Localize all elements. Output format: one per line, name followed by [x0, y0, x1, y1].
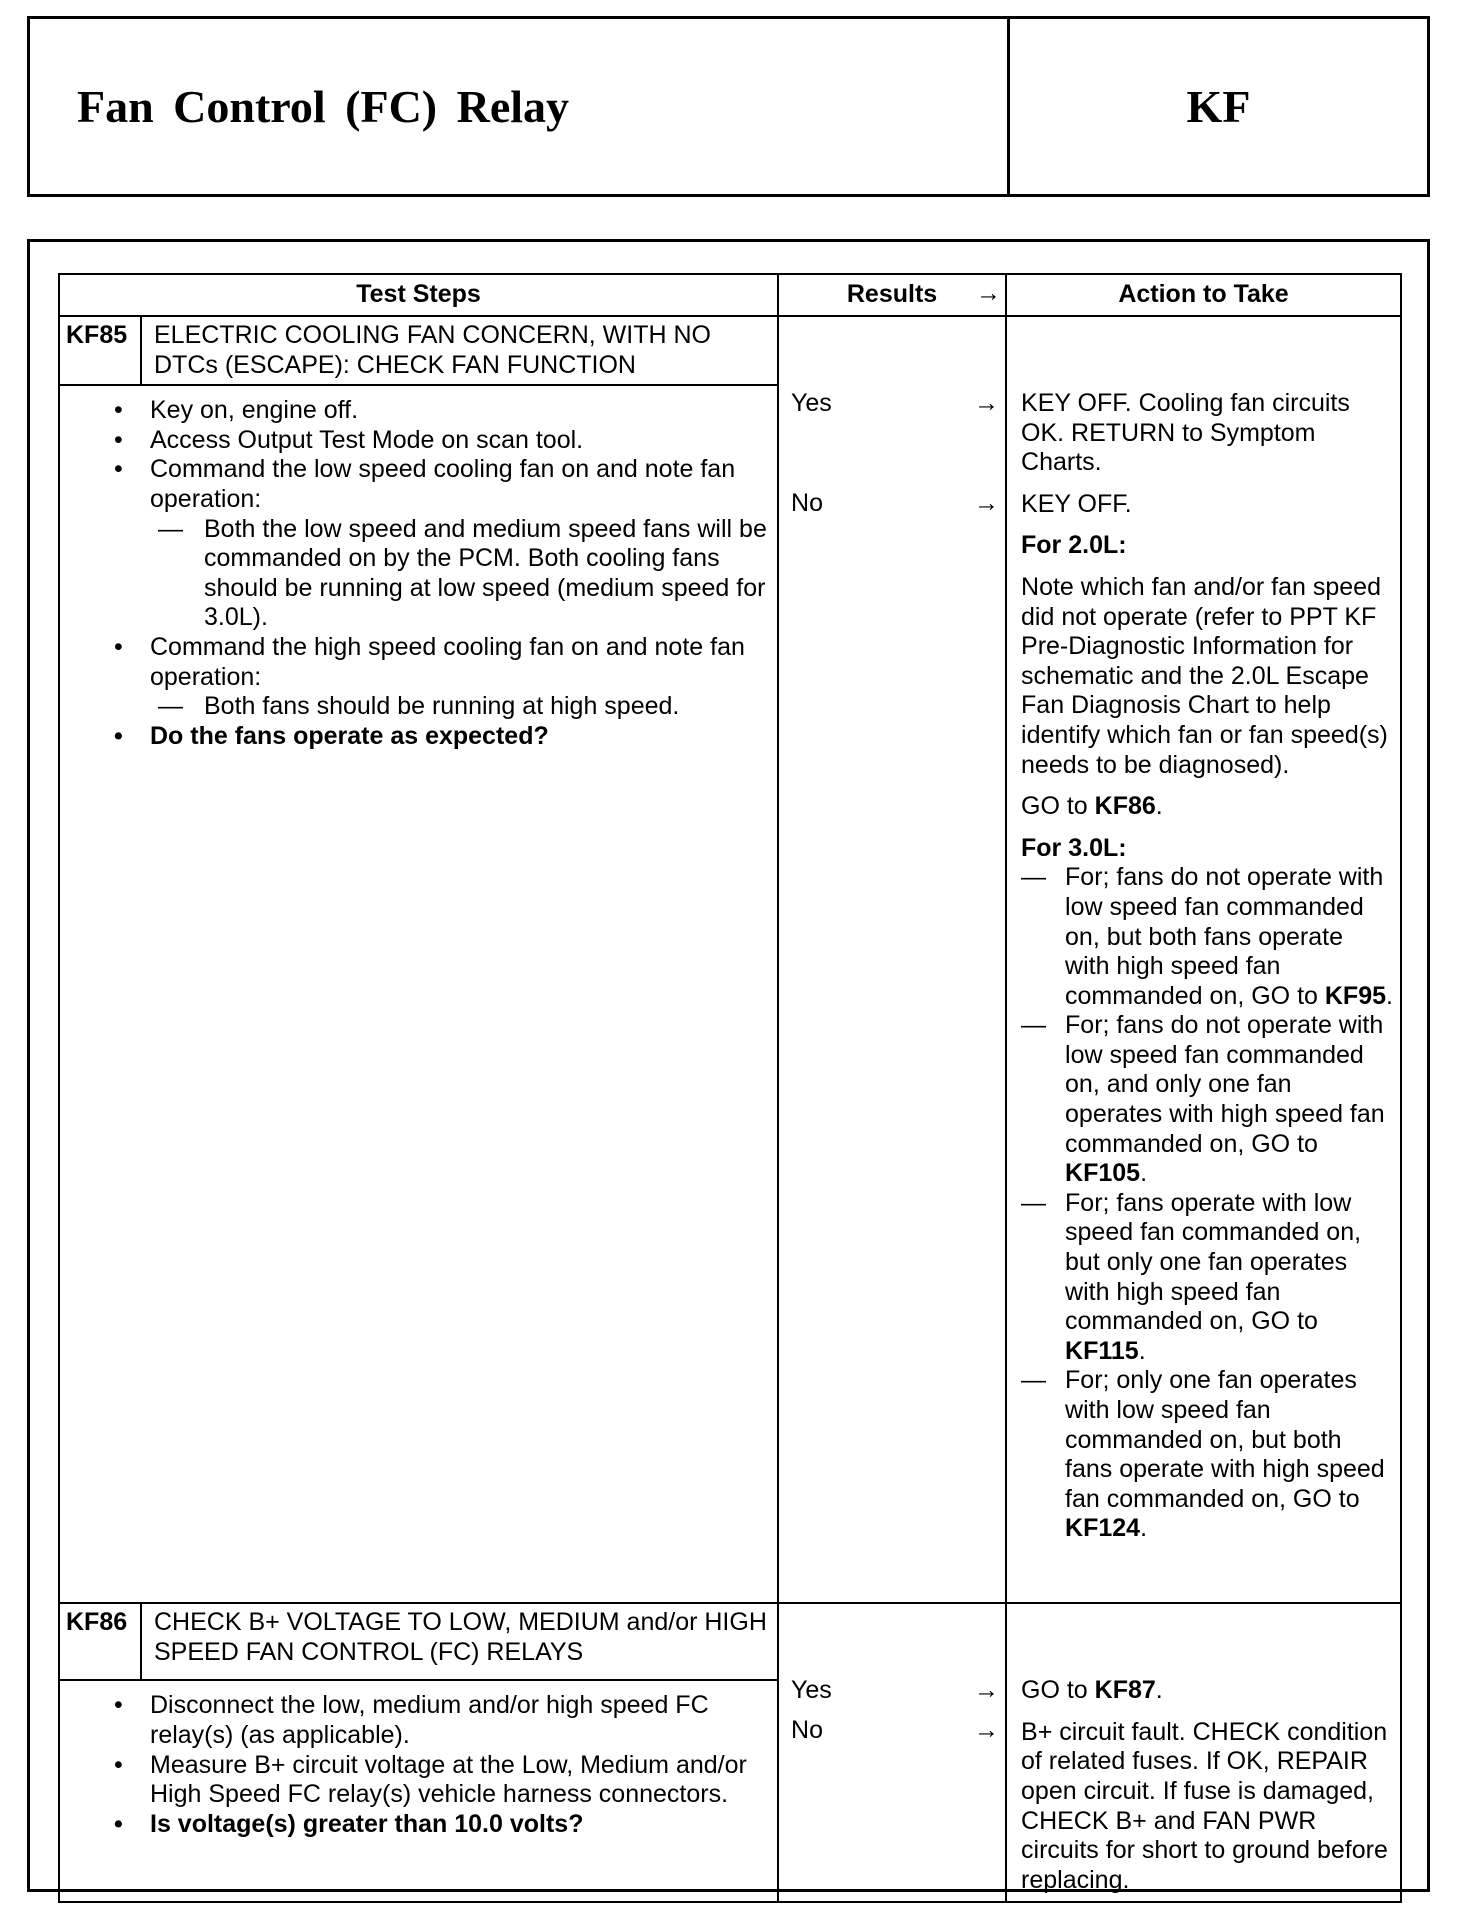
header-code-cell [1010, 19, 1427, 194]
step-reference: KF87 [1094, 1676, 1156, 1705]
list-item: — Both fans should be running at high speed. [204, 692, 767, 722]
goto-prefix: GO to [1021, 792, 1088, 821]
action-heading-3-0l: For 3.0L: [1021, 833, 1127, 862]
action-no-key-off: KEY OFF. [1021, 489, 1132, 518]
table-header-row [59, 274, 1401, 316]
step-code: KF85 [59, 316, 141, 385]
action-no: B+ circuit fault. CHECK condition of related fuses. If OK, REPAIR open circuit. If fuse is damaged, CHECK B+ and FAN PWR circuits for short to ground before replacing. [1021, 1717, 1388, 1894]
bullet-text: Command the high speed cooling fan on and note fan operation: [150, 632, 745, 691]
result-no-label: No [791, 489, 823, 517]
list-item: • Key on, engine off. [150, 396, 767, 426]
page-header [27, 16, 1430, 197]
result-yes [791, 389, 1001, 419]
result-no [791, 1716, 1001, 1746]
period: . [1155, 1676, 1163, 1705]
action-yes [1021, 1676, 1394, 1706]
period: . [1138, 1336, 1146, 1365]
step-results-kf86 [778, 1603, 1006, 1902]
test-steps-table [58, 273, 1402, 1903]
result-yes [791, 1676, 1001, 1706]
step-reference: KF105 [1065, 1159, 1141, 1188]
action-text: For; fans operate with low speed fan commanded on, but only one fan operates with high speed fan commanded on, GO to [1065, 1188, 1362, 1336]
section-code: KF [1186, 81, 1251, 132]
action-heading-2-0l: For 2.0L: [1021, 531, 1127, 560]
result-yes-label: Yes [791, 1676, 832, 1705]
step-actions-kf86 [1006, 1603, 1401, 1902]
arrow-icon: → [974, 1716, 1000, 1745]
list-item [1065, 1189, 1394, 1367]
action-text: For; fans do not operate with low speed fan commanded on, but both fans operate with high speed fan commanded on, GO to [1065, 863, 1384, 1010]
step-reference: KF115 [1065, 1336, 1139, 1365]
column-header-results [778, 274, 1006, 316]
action-note: Note which fan and/or fan speed did not operate (refer to PPT KF Pre-Diagnostic Information for schematic and the 2.0L Escape Fan Diagnosis Chart to help identify which fan or fan speed(s) needs to be diagnosed). [1021, 572, 1388, 779]
step-bullet-list [60, 396, 767, 751]
period: . [1140, 1159, 1148, 1188]
action-text: For; fans do not operate with low speed fan commanded on, and only one fan operates with high speed fan commanded on, GO to [1065, 1011, 1385, 1158]
step-actions-kf85 [1006, 316, 1401, 1603]
step-title: CHECK B+ VOLTAGE TO LOW, MEDIUM and/or HIGH SPEED FAN CONTROL (FC) RELAYS [141, 1603, 778, 1680]
step-reference: KF95 [1324, 981, 1387, 1010]
arrow-icon: → [974, 1676, 1000, 1705]
step-title-row-kf86 [59, 1603, 1401, 1680]
goto-prefix: GO to [1021, 1676, 1088, 1705]
arrow-icon: → [974, 389, 1000, 417]
list-item [1065, 1011, 1394, 1189]
list-item [1065, 1366, 1394, 1544]
period: . [1386, 981, 1393, 1010]
bullet-text: Command the low speed cooling fan on and note fan operation: [150, 455, 736, 513]
action-3-0l-list [1021, 863, 1394, 1544]
step-reference: KF124 [1065, 1514, 1141, 1543]
arrow-icon: → [974, 489, 1000, 517]
sub-list [150, 692, 767, 722]
header-title-cell [30, 19, 1010, 194]
sub-list [150, 515, 767, 633]
step-body [59, 1680, 778, 1902]
results-header-label: Results [846, 280, 938, 309]
list-item [1065, 863, 1394, 1011]
result-no [791, 489, 1001, 519]
action-goto-kf86 [1021, 792, 1394, 822]
step-code: KF86 [59, 1603, 141, 1680]
list-item: • Disconnect the low, medium and/or high speed FC relay(s) (as applicable). [150, 1691, 767, 1750]
step-reference: KF86 [1094, 792, 1156, 821]
list-item [150, 633, 767, 722]
step-title-row-kf85 [59, 316, 1401, 385]
step-bullet-list [60, 1691, 767, 1839]
column-header-test-steps: Test Steps [59, 274, 778, 316]
period: . [1140, 1514, 1148, 1543]
step-body [59, 385, 778, 1603]
list-item: — Both the low speed and medium speed fans will be commanded on by the PCM. Both cooling fans should be running at low speed (medium speed for 3.0L). [204, 515, 767, 633]
step-question: • Do the fans operate as expected? [150, 722, 767, 752]
step-question: • Is voltage(s) greater than 10.0 volts? [150, 1810, 767, 1840]
arrow-icon: → [976, 279, 1002, 307]
result-yes-label: Yes [791, 389, 832, 417]
action-yes: KEY OFF. Cooling fan circuits OK. RETURN to Symptom Charts. [1021, 389, 1350, 477]
result-no-label: No [791, 1716, 823, 1745]
step-title: ELECTRIC COOLING FAN CONCERN, WITH NO DTCs (ESCAPE): CHECK FAN FUNCTION [141, 316, 778, 385]
step-results-kf85 [778, 316, 1006, 1603]
action-text: For; only one fan operates with low speed fan commanded on, but both fans operate with high speed fan commanded on, GO to [1065, 1366, 1385, 1513]
period: . [1155, 792, 1163, 821]
list-item [150, 455, 767, 633]
list-item: • Access Output Test Mode on scan tool. [150, 426, 767, 456]
list-item: • Measure B+ circuit voltage at the Low, Medium and/or High Speed FC relay(s) vehicle harness connectors. [150, 1751, 767, 1810]
page-title: Fan Control (FC) Relay [77, 81, 570, 132]
column-header-action: Action to Take [1006, 274, 1401, 316]
